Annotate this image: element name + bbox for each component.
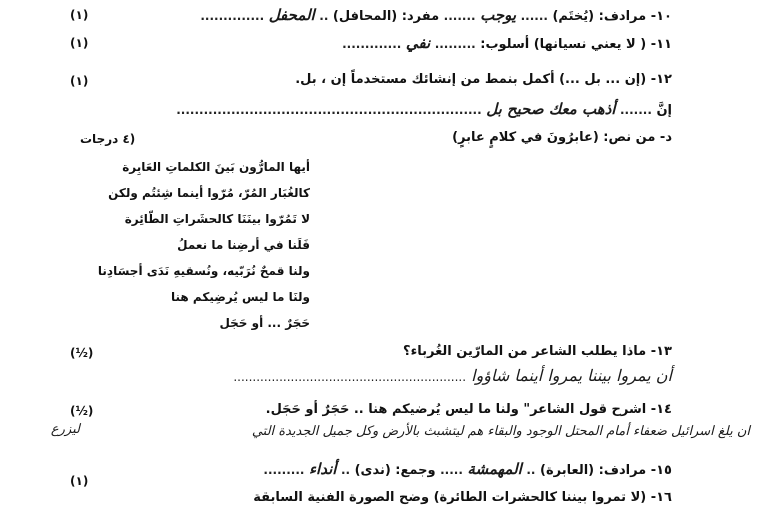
q11-prefix: ١١- ( لا يعني نسيانها) أسلوب: [480,37,672,52]
q15-dots-3: .. [340,463,351,477]
question-12 [112,72,672,94]
q10-answer-2: المحفل [268,6,315,24]
q11-dots-2: ............. [342,37,402,51]
q15-answer-2: أنداء [308,460,337,478]
q11-dots-1: ......... [434,37,476,51]
q10-mark: (١) [70,8,89,22]
poem-line-6: ولنَا ما ليس يُرضِيكم هنا [171,290,310,304]
q15-dots-4: ......... [263,463,305,477]
q15-prefix: ١٥- مرادف: (العابرة) [540,463,672,478]
q15-answer-1: المهمشة [467,460,522,478]
q10-middle: مفرد: (المحافل) [332,9,440,24]
section-d-degrees: (٤ درجات [80,132,136,146]
q12-dots-1: ....... [619,103,652,117]
question-10 [112,6,672,28]
q13-answer: أن يمروا بيننا يمروا أينما شاؤوا [471,366,672,385]
q10-dots-2: ....... [443,9,476,23]
section-d-title: د- من نص: (عابرُونَ في كلامٍ عابرٍ) [452,130,672,145]
q12-dots-2: ................................................................... [176,103,482,117]
q13-mark: (½) [70,346,94,360]
poem-line-2: كالغُبَار المُرّ، مُرّوا أينما شِئتُم ولكن [108,186,310,200]
question-16: ١٦- (لا تمروا بيننا كالحشرات الطائرة) وضح الصورة الفنية السابقة [253,490,672,505]
q15-middle: وجمع: (ندى) [354,463,436,478]
q10-dots-3: .. [319,9,329,23]
q10-dots-4: .............. [200,9,265,23]
poem-line-3: لا تَمُرّوا بينَنَا كالحشَراتِ الطّائِرة [124,212,310,226]
q13-dots: ............................................................. [233,370,467,384]
q12-mark: (١) [70,74,89,88]
q14-answer-line-1: ان يلغ اسرائيل ضعفاء أمام المحتل الوجود والبقاء هم ليتشبث بالأرض وكل جميل الجديدة التي [251,424,750,439]
question-13: ١٣- ماذا يطلب الشاعر من المارّين الغُرباء؟ [403,344,672,359]
poem-line-4: فَلَنا في أرضِنا ما نعملُ [177,238,310,252]
q13-answer-line [112,366,672,392]
q10-prefix: ١٠- مرادف: (يُختَم) [552,9,672,24]
q14-mark: (½) [70,404,94,418]
q10-dots-1: ...... [520,9,548,23]
question-14: ١٤- اشرح قول الشاعر" ولنا ما ليس يُرضيكم هنا .. حَجَرٌ أو حَجَل. [265,402,672,417]
q11-mark: (١) [70,36,89,50]
poem-line-1: أيها المارُّون بَينَ الكلماتِ العَابِرة [122,160,310,174]
poem-line-7: حَجَرٌ ... أو حَجَل [219,316,310,330]
poem-line-5: ولنا قمحٌ نُرَبّيه، ونُسقيهِ نَدَى أجسَادِنا [97,264,310,278]
q12-answer-line [112,100,672,122]
q15-dots-1: .. [526,463,536,477]
question-11 [112,34,672,56]
q15-mark: (١) [70,474,89,488]
q12-prefix: ١٢- (إن ... بل ...) أكمل بنمط من إنشائك مستخدماً إن ، بل. [295,72,672,87]
q10-answer-1: يوجب [480,6,517,24]
q12-line-start: إنَّ [656,103,672,118]
q11-answer: نفي [405,34,431,52]
question-15 [112,460,672,482]
q14-answer-line-2: ليزرع [50,422,80,437]
q12-answer: أذهب معك صحيح بل [486,100,616,118]
q15-dots-2: ..... [440,463,463,477]
